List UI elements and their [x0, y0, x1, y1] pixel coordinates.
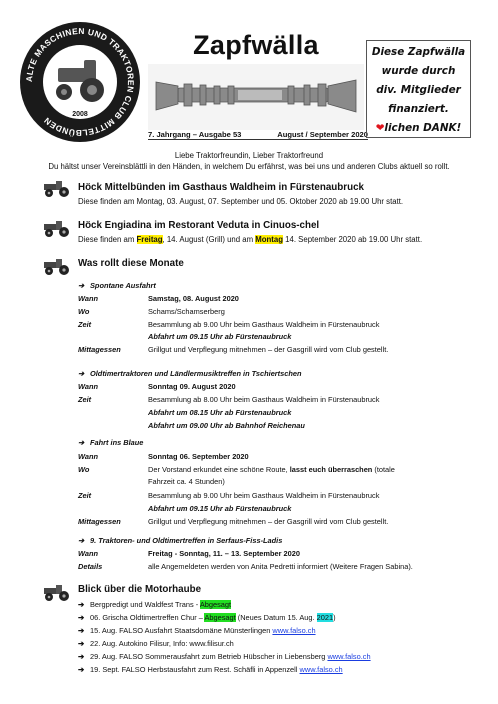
- row-value: Fahrzeit ca. 4 Stunden): [148, 477, 225, 486]
- row-value: Abfahrt um 09.15 Uhr ab Fürstenaubruck: [148, 504, 292, 513]
- row-value: Besammlung ab 9.00 Uhr beim Gasthaus Waldheim in Fürstenaubruck: [148, 491, 380, 500]
- tractor-icon: [40, 180, 74, 198]
- hoeck-engiadina-text: [78, 235, 422, 244]
- event-title-text: Spontane Ausfahrt: [90, 281, 156, 290]
- highlight-friday: Freitag: [136, 235, 163, 244]
- row-key: Mittagessen: [78, 517, 121, 526]
- sponsor-thanks: lichen DANK!: [384, 122, 462, 134]
- issue-divider: [148, 139, 368, 140]
- section-title-hoeck-engiadina: Höck Engiadina im Restorant Veduta in Cinuos-chel: [78, 220, 320, 231]
- list-item: [78, 600, 231, 609]
- event-title-text: 9. Traktoren- und Oldtimertreffen in Serfaus-Fiss-Ladis: [90, 536, 283, 545]
- row-value: Abfahrt um 09.15 Uhr ab Fürstenaubruck: [148, 332, 292, 341]
- arrow-right-icon: ➔: [78, 600, 85, 609]
- falso-link[interactable]: www.falso.ch: [299, 665, 343, 674]
- pto-shaft-image: [148, 64, 364, 130]
- text-part: 15. Aug. FALSO Ausfahrt Staatsdomäne Münsterlingen: [90, 626, 273, 635]
- arrow-right-icon: ➔: [78, 438, 85, 447]
- row-value: Grillgut und Verpflegung mitnehmen – der Gasgrill wird vom Club gestellt.: [148, 517, 389, 526]
- issue-number: 7. Jahrgang – Ausgabe 53: [148, 130, 242, 139]
- arrow-right-icon: ➔: [78, 536, 85, 545]
- list-item: [78, 626, 316, 635]
- event-fahrt-ins-blaue-title: [78, 438, 143, 447]
- row-value: Besammlung ab 9.00 Uhr beim Gasthaus Waldheim in Fürstenaubruck: [148, 320, 380, 329]
- list-item: [78, 652, 371, 661]
- row-key: Details: [78, 562, 103, 571]
- arrow-right-icon: ➔: [78, 652, 85, 661]
- row-key: Zeit: [78, 395, 92, 404]
- row-value: Abfahrt um 08.15 Uhr ab Fürstenaubruck: [148, 408, 292, 417]
- row-key: Wann: [78, 549, 98, 558]
- text-part: Der Vorstand erkundet eine schöne Route,: [148, 465, 290, 474]
- sponsor-line-5: [369, 119, 468, 138]
- row-key: Wann: [78, 382, 98, 391]
- row-key: Zeit: [78, 320, 92, 329]
- sponsor-box: [366, 40, 471, 138]
- row-key: Zeit: [78, 491, 92, 500]
- row-value: Samstag, 08. August 2020: [148, 294, 239, 303]
- year-highlight: 2021: [316, 613, 334, 622]
- issue-date-range: August / September 2020: [277, 130, 368, 139]
- cancelled-badge: Abgesagt: [204, 613, 236, 622]
- falso-link[interactable]: www.falso.ch: [327, 652, 371, 661]
- logo-ring-text: ALTE MASCHINEN UND TRAKTOREN CLUB MITTELBÜNDEN: [23, 25, 137, 139]
- text-part: (totale: [372, 465, 395, 474]
- text-part: (Neues Datum 15. Aug.: [235, 613, 317, 622]
- row-value: Grillgut und Verpflegung mitnehmen – der Gasgrill wird vom Club gestellt.: [148, 345, 389, 354]
- list-item: [78, 665, 343, 674]
- sponsor-line-2: wurde durch: [381, 65, 456, 77]
- row-value: Sonntag 09. August 2020: [148, 382, 236, 391]
- row-value: Freitag - Sonntag, 11. – 13. September 2020: [148, 549, 300, 558]
- falso-link[interactable]: www.falso.ch: [272, 626, 316, 635]
- issue-info: [148, 130, 368, 139]
- tractor-icon: [40, 220, 74, 238]
- cancelled-badge: Abgesagt: [199, 600, 232, 609]
- section-title-hoeck-mittelbuenden: Höck Mittelbünden im Gasthaus Waldheim in Fürstenaubruck: [78, 182, 364, 193]
- text-part-bold: lasst euch überraschen: [289, 465, 373, 474]
- svg-text:ALTE MASCHINEN UND TRAKTOREN C: [24, 26, 136, 138]
- greeting: [0, 150, 498, 172]
- event-spontane-ausfahrt-title: [78, 281, 156, 290]
- row-value: [148, 465, 438, 474]
- heart-icon: ❤: [375, 122, 385, 134]
- text-part: ): [333, 613, 336, 622]
- row-key: Mittagessen: [78, 345, 121, 354]
- arrow-right-icon: ➔: [78, 369, 85, 378]
- row-value: Abfahrt um 09.00 Uhr ab Bahnhof Reichenau: [148, 421, 305, 430]
- row-value: Sonntag 06. September 2020: [148, 452, 249, 461]
- newsletter-title: Zapfwälla: [193, 30, 319, 60]
- arrow-right-icon: ➔: [78, 639, 85, 648]
- sponsor-line-4: finanziert.: [388, 103, 449, 115]
- tractor-icon: [40, 584, 74, 602]
- row-key: Wo: [78, 465, 90, 474]
- text-part: 22. Aug. Autokino Filisur, Info: www.filisur.ch: [90, 639, 234, 648]
- sponsor-line-1: Diese Zapfwälla: [371, 46, 466, 58]
- arrow-right-icon: ➔: [78, 665, 85, 674]
- arrow-right-icon: ➔: [78, 626, 85, 635]
- text-part: 19. Sept. FALSO Herbstausfahrt zum Rest. Schäfli in Appenzell: [90, 665, 300, 674]
- logo-year: 2008: [72, 111, 88, 118]
- sponsor-line-3: div. Mitglieder: [376, 84, 461, 96]
- greeting-line-1: Liebe Traktorfreundin, Lieber Traktorfreund: [174, 151, 324, 160]
- row-value: Schams/Schamserberg: [148, 307, 225, 316]
- list-item: [78, 613, 336, 622]
- event-serfaus-title: [78, 536, 282, 545]
- row-value: Besammlung ab 8.00 Uhr beim Gasthaus Waldheim in Fürstenaubruck: [148, 395, 380, 404]
- row-key: Wann: [78, 294, 98, 303]
- arrow-right-icon: ➔: [78, 613, 85, 622]
- hoeck-mittelbuenden-text: Diese finden am Montag, 03. August, 07. September und 05. Oktober 2020 ab 19.00 Uhr statt.: [78, 197, 404, 206]
- list-item: [78, 639, 234, 648]
- highlight-monday: Montag: [255, 235, 283, 244]
- text-part: 14. September 2020 ab 19.00 Uhr statt.: [282, 235, 423, 244]
- event-title-text: Fahrt ins Blaue: [90, 438, 144, 447]
- section-title-blick: Blick über die Motorhaube: [78, 584, 202, 595]
- text-part: 29. Aug. FALSO Sommerausfahrt zum Betrieb Hübscher in Liebensberg: [90, 652, 328, 661]
- event-title-text: Oldtimertraktoren und Ländlermusiktreffen in Tschiertschen: [90, 369, 302, 378]
- logo-ring: [18, 20, 142, 144]
- text-part: Bergpredigt und Waldfest Trans -: [90, 600, 200, 609]
- text-part: , 14. August (Grill) und am: [162, 235, 256, 244]
- section-title-was-rollt: Was rollt diese Monate: [78, 258, 184, 269]
- row-value: alle Angemeldeten werden von Anita Pedretti informiert (Weitere Fragen Sabina).: [148, 562, 413, 571]
- text-part: Diese finden am: [78, 235, 137, 244]
- row-key: Wo: [78, 307, 90, 316]
- row-key: Wann: [78, 452, 98, 461]
- greeting-line-2: Du hältst unser Vereinsblättli in den Händen, in welchem Du erfährst, was bei uns und anderen Clubs aktuell so rollt.: [48, 162, 450, 171]
- event-tschiertschen-title: [78, 369, 302, 378]
- text-part: 06. Grischa Oldtimertreffen Chur –: [90, 613, 205, 622]
- arrow-right-icon: ➔: [78, 281, 85, 290]
- tractor-icon: [40, 258, 74, 276]
